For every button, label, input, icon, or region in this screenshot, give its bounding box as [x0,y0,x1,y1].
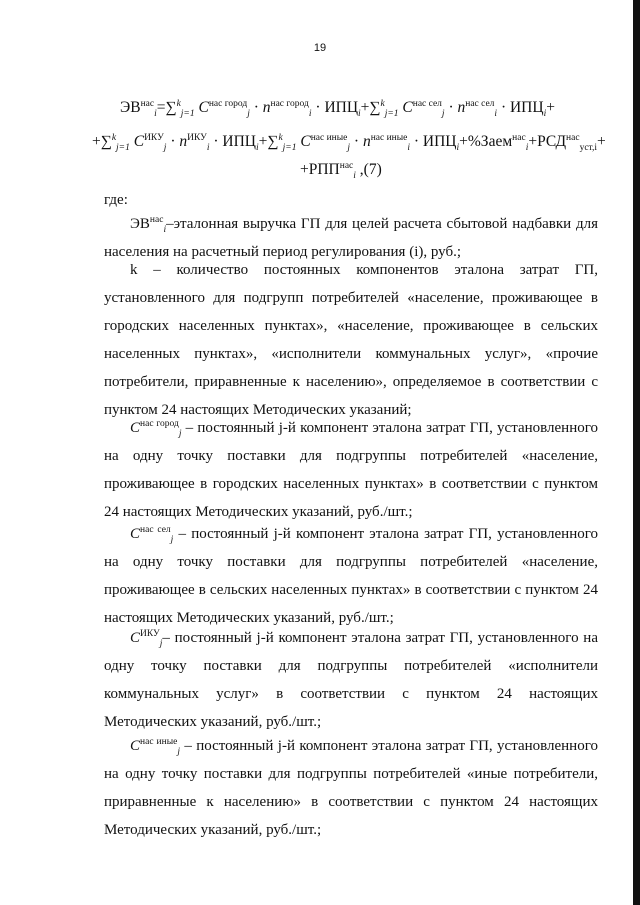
formula-line-2: +∑$^k_{j=1}$ $C^{ИКУ}_j \cdot n^{ИКУ}_i \cdot ИПЦ_i+\sum^k_{j=1}$ $C^{нас иные}_j \cdot n^{нас иные}_i$ · $ИПЦ_i+\%Заем^{нас}_i+РСД^{нас}_{уст,i}+$ [92,132,606,154]
scan-border [633,0,640,905]
symbol-c-iku: $C^{ИКУ}_j$ [130,629,163,649]
sum-symbol: ∑$^k_{j=1}$ [165,98,195,120]
definition-c-rural: $C^{нас сел}_j$ – постоянный j-й компонент эталона затрат ГП, установленного на одну точку поставки для подгруппы потребителей «население, проживающее в сельских населенных пунктах» в соответствии с пунктом 24 настоящих Методических указаний, руб./шт.; [104,525,599,626]
where-label: где: [104,192,128,208]
formula-line-3: $+РПП^{нас}_i$ ,(7) [300,160,382,182]
symbol-c-rural: $C^{нас сел}_j$ [130,525,174,545]
definition-ev: $ЭВ^{нас}_i$–эталонная выручка ГП для целей расчета сбытовой надбавки для населения на расчетный период регулирования (i), руб.; [104,215,598,260]
symbol-ev: $ЭВ^{нас}_i$ [130,215,167,235]
definition-c-city: $C^{нас город}_j$ – постоянный j-й компонент эталона затрат ГП, установленного на одну точку поставки для подгруппы потребителей «население, проживающее в городских населенных пунктах» в соответствии с пунктом 24 настоящих Методических указаний, руб./шт.; [104,419,598,520]
definition-c-other: $C^{нас иные}_j$ – постоянный j-й компонент эталона затрат ГП, установленного на одну точку поставки для подгруппы потребителей «иные потребители, приравненные к населению» в соответствии с пунктом 24 настоящих Методических указаний, руб./шт.; [104,737,598,838]
page-number: 19 [313,42,327,54]
definition-c-iku: $C^{ИКУ}_j-$ постоянный j-й компонент эталона затрат ГП, установленного на одну точку поставки для подгруппы потребителей «исполнители коммунальных услуг» в соответствии с пунктом 24 настоящих Методических указаний, руб./шт.; [104,629,598,730]
formula-lhs: $ЭВ^{нас}_i$ [120,98,157,120]
definition-k: k – количество постоянных компонентов эталона затрат ГП, установленного для подгрупп потребителей «население, проживающее в городских населенных пунктах», «население, проживающее в сельских населенных пунктах», «исполнители коммунальных услуг», «прочие потребители, приравненные к населению», определяемое в соответствии с пунктом 24 настоящих Методических указаний; [104,262,598,418]
formula-line-1: $ЭВ^{нас}_i=\sum^k_{j=1}$ $C^{нас город}_j \cdot n^{нас город}_i \cdot ИПЦ_i+\sum^k_{j=1}$ $C^{нас сел}_j \cdot n^{нас сел}_i \cdot ИПЦ_i+$ [120,98,555,120]
symbol-c-other: $C^{нас иные}_j$ [130,737,180,757]
symbol-c-city: $C^{нас город}_j$ [130,419,182,439]
